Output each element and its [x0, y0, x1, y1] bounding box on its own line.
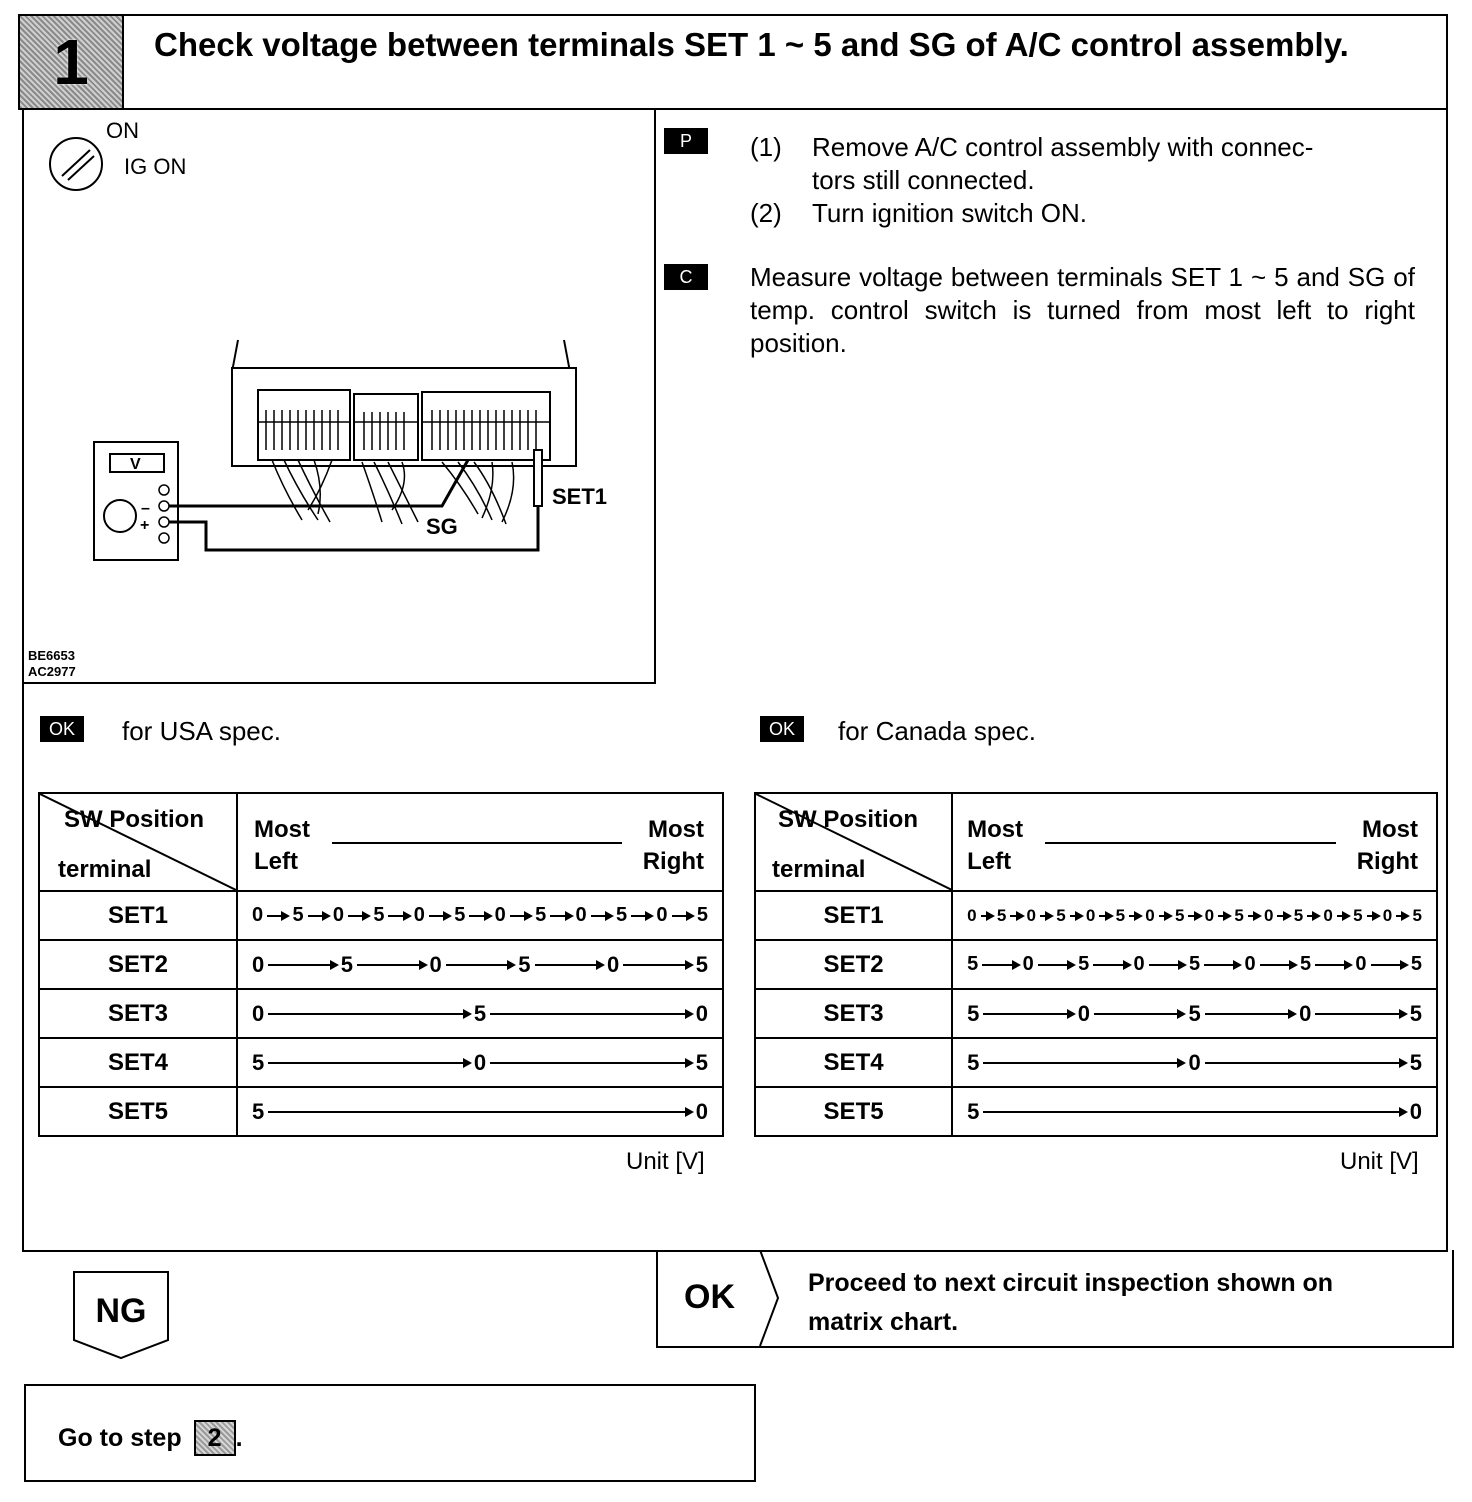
ok-label: OK: [684, 1278, 735, 1316]
terminal-cell: SET4: [39, 1038, 237, 1087]
terminal-cell: SET4: [755, 1038, 952, 1087]
voltage-sequence: [238, 892, 722, 939]
transition-arrow: [267, 915, 288, 917]
transition-arrow: [1038, 964, 1074, 966]
voltage-value: 5: [252, 1098, 265, 1124]
usa-row-set3: [39, 989, 723, 1038]
transition-arrow: [535, 964, 604, 966]
voltage-value: 5: [454, 904, 466, 926]
goto-step-line: [58, 1420, 243, 1456]
voltage-value: 5: [1409, 1049, 1423, 1075]
meter-v-label: V: [130, 456, 141, 473]
voltage-value: 0: [332, 904, 344, 926]
voltage-value: 0: [695, 1000, 708, 1026]
wire-harness: [272, 460, 514, 524]
voltage-value: 0: [1085, 905, 1096, 925]
voltage-value: 5: [518, 951, 531, 977]
voltage-value: 5: [1234, 905, 1244, 925]
voltage-sequence: [953, 892, 1436, 939]
voltage-sequence: [953, 1088, 1436, 1135]
voltage-value: 0: [575, 904, 587, 926]
voltage-value: 0: [1299, 1000, 1312, 1026]
voltage-value: 5: [967, 953, 979, 975]
voltage-value: 0: [695, 1098, 708, 1124]
voltage-sequence: [238, 941, 722, 988]
voltage-value: 0: [473, 1049, 487, 1075]
canada-voltage-table: [754, 792, 1438, 1137]
voltage-value: 0: [429, 951, 442, 977]
transition-arrow: [982, 964, 1018, 966]
voltage-sequence-cell: [237, 989, 723, 1038]
transition-arrow: [429, 915, 450, 917]
transition-arrow: [981, 915, 993, 917]
transition-arrow: [1205, 1013, 1295, 1015]
transition-arrow: [388, 915, 409, 917]
voltage-value: 0: [607, 951, 620, 977]
goto-step-number[interactable]: 2: [194, 1420, 236, 1456]
usa-header-corner: [39, 793, 237, 891]
voltage-value: 0: [1264, 905, 1274, 925]
voltage-value: 0: [252, 1000, 265, 1026]
transition-arrow: [1149, 964, 1185, 966]
transition-arrow: [348, 915, 369, 917]
connector-c: [422, 392, 550, 460]
transition-arrow: [1307, 915, 1319, 917]
voltage-sequence-cell: [237, 1087, 723, 1136]
voltage-value: 0: [1204, 905, 1215, 925]
ignition-on-label: ON: [106, 118, 139, 143]
voltage-value: 5: [1410, 953, 1423, 975]
terminal-cell: SET3: [755, 989, 952, 1038]
set1-label: SET1: [552, 484, 608, 509]
voltage-value: 5: [1353, 905, 1363, 925]
usa-header-terminal: terminal: [58, 856, 152, 883]
usa-ok-tag: OK: [40, 716, 84, 742]
goto-step-period: .: [235, 1423, 243, 1452]
canada-row-set5: [755, 1087, 1437, 1136]
terminal-cell: SET2: [755, 940, 952, 989]
voltage-value: 0: [1382, 905, 1393, 925]
transition-arrow: [1040, 915, 1052, 917]
transition-arrow: [1205, 1062, 1406, 1064]
voltage-value: 5: [1293, 905, 1304, 925]
check-instruction: Measure voltage between terminals SET 1 ~ 5 and SG of temp. control switch is turned from most left to right position.: [750, 262, 1415, 358]
terminal-cell: SET5: [39, 1087, 237, 1136]
transition-arrow: [631, 915, 652, 917]
transition-arrow: [1070, 915, 1082, 917]
voltage-value: 0: [413, 904, 425, 926]
transition-arrow: [1010, 915, 1022, 917]
voltage-value: 5: [1115, 905, 1126, 925]
transition-arrow: [1248, 915, 1260, 917]
goto-step-box: [24, 1384, 756, 1482]
voltage-value: 5: [473, 1000, 487, 1026]
voltage-value: 0: [1188, 1049, 1201, 1075]
voltage-value: 5: [695, 1049, 708, 1075]
voltage-value: 0: [1022, 953, 1034, 975]
usa-spec-label: for USA spec.: [122, 716, 281, 746]
terminal-cell: SET5: [755, 1087, 952, 1136]
transition-arrow: [510, 915, 531, 917]
transition-arrow: [1129, 915, 1141, 917]
transition-arrow: [308, 915, 329, 917]
transition-arrow: [623, 964, 692, 966]
usa-row-set1: [39, 891, 723, 940]
transition-arrow: [268, 964, 337, 966]
voltage-value: 5: [1056, 905, 1066, 925]
voltage-sequence-cell: [952, 1087, 1437, 1136]
voltage-sequence: [238, 1088, 722, 1135]
transition-arrow: [1337, 915, 1349, 917]
wiring-illustration: [22, 110, 656, 684]
transition-arrow: [983, 1062, 1184, 1064]
voltage-value: 5: [535, 904, 547, 926]
wiring-diagram-svg: [22, 110, 654, 682]
procedure-step-2: (2) Turn ignition switch ON.: [750, 198, 1088, 228]
transition-arrow: [1218, 915, 1230, 917]
ok-next-action: Proceed to next circuit inspection shown on matrix chart.: [808, 1269, 1334, 1336]
usa-most-right: Most Right: [642, 816, 704, 875]
voltage-value: 5: [1412, 905, 1422, 925]
canada-row-set3: [755, 989, 1437, 1038]
voltage-value: 5: [1189, 953, 1201, 975]
canada-row-set4: [755, 1038, 1437, 1087]
voltage-value: 0: [656, 904, 668, 926]
voltage-value: 0: [252, 951, 265, 977]
goto-step-text: Go to step: [58, 1423, 182, 1452]
voltage-sequence: [953, 941, 1436, 988]
procedure-steps: [750, 131, 1415, 230]
voltage-value: 5: [1188, 1000, 1201, 1026]
canada-most-right: Most Right: [1356, 816, 1418, 875]
voltage-sequence: [953, 990, 1436, 1037]
usa-most-left: Most Left: [254, 816, 310, 875]
voltage-value: 5: [252, 1049, 265, 1075]
ignition-ig-on-label: IG ON: [124, 154, 187, 179]
usa-row-set2: [39, 940, 723, 989]
transition-arrow: [1093, 964, 1129, 966]
terminal-cell: SET1: [39, 891, 237, 940]
voltage-value: 5: [373, 904, 385, 926]
voltage-value: 5: [1299, 953, 1312, 975]
usa-unit-label: Unit [V]: [626, 1148, 705, 1175]
voltage-value: 5: [1409, 1000, 1423, 1026]
canada-row-set2: [755, 940, 1437, 989]
canada-unit-label: Unit [V]: [1340, 1148, 1419, 1175]
voltage-sequence-cell: [952, 989, 1437, 1038]
transition-arrow: [490, 1062, 692, 1064]
voltage-value: 5: [696, 904, 708, 926]
voltage-value: 5: [996, 905, 1007, 925]
transition-arrow: [672, 915, 693, 917]
voltage-value: 0: [1077, 1000, 1091, 1026]
usa-range-arrow: [332, 842, 622, 844]
transition-arrow: [1277, 915, 1289, 917]
step-number: 1: [53, 26, 89, 98]
voltage-sequence: [953, 1039, 1436, 1086]
voltage-value: 0: [1409, 1098, 1422, 1124]
canada-header-terminal: terminal: [772, 856, 866, 883]
set1-probe: [534, 450, 542, 506]
voltage-value: 0: [1026, 905, 1036, 925]
transition-arrow: [268, 1062, 470, 1064]
transition-arrow: [1188, 915, 1200, 917]
transition-arrow: [268, 1013, 470, 1015]
procedure-step-1: (1) Remove A/C control assembly with connec-: [750, 132, 1314, 162]
voltage-value: 0: [1133, 953, 1145, 975]
transition-arrow: [550, 915, 571, 917]
transition-arrow: [268, 1111, 692, 1113]
transition-arrow: [1371, 964, 1407, 966]
voltage-value: 5: [1174, 905, 1185, 925]
ok-result-box: [656, 1250, 1454, 1348]
ng-result-box: [72, 1270, 170, 1360]
canada-row-set1: [755, 891, 1437, 940]
canada-ok-tag: OK: [760, 716, 804, 742]
voltage-sequence-cell: [237, 891, 723, 940]
transition-arrow: [1094, 1013, 1184, 1015]
voltage-sequence-cell: [237, 1038, 723, 1087]
voltage-sequence: [238, 990, 722, 1037]
canada-header-sw: SW Position: [778, 806, 918, 833]
voltage-value: 5: [615, 904, 628, 926]
transition-arrow: [983, 1013, 1073, 1015]
voltage-value: 0: [252, 904, 264, 926]
transition-arrow: [1204, 964, 1240, 966]
terminal-cell: SET3: [39, 989, 237, 1038]
ignition-switch-icon: [50, 138, 102, 190]
check-tag: C: [664, 264, 708, 290]
voltage-value: 5: [340, 951, 353, 977]
voltage-sequence: [238, 1039, 722, 1086]
voltage-value: 5: [967, 1000, 980, 1026]
transition-arrow: [490, 1013, 692, 1015]
canada-spec-label: for Canada spec.: [838, 716, 1037, 746]
step-header: [18, 14, 1448, 110]
voltage-sequence-cell: [952, 940, 1437, 989]
transition-arrow: [591, 915, 612, 917]
voltage-value: 5: [967, 1098, 980, 1124]
procedure-step-1-cont: tors still connected.: [812, 165, 1035, 195]
step-title: Check voltage between terminals SET 1 ~ 5 and SG of A/C control assembly.: [154, 26, 1349, 63]
transition-arrow: [1396, 915, 1408, 917]
ac-control-assembly: [232, 340, 576, 524]
voltage-value: 5: [1078, 953, 1090, 975]
canada-header-range: [952, 793, 1437, 891]
ng-label: NG: [95, 1292, 147, 1330]
transition-arrow: [446, 964, 515, 966]
transition-arrow: [469, 915, 490, 917]
voltage-value: 5: [695, 951, 708, 977]
sg-label: SG: [426, 514, 458, 539]
meter-plus-label: +: [140, 517, 150, 534]
transition-arrow: [1159, 915, 1171, 917]
figure-code-2: AC2977: [28, 664, 76, 679]
usa-header-sw: SW Position: [64, 806, 204, 833]
voltage-value: 0: [1355, 953, 1367, 975]
voltage-value: 0: [494, 904, 506, 926]
canada-range-arrow: [1045, 842, 1336, 844]
procedure-tag: P: [664, 128, 708, 154]
voltage-sequence-cell: [952, 891, 1437, 940]
voltage-value: 0: [967, 905, 977, 925]
voltage-value: 0: [1145, 905, 1155, 925]
voltage-sequence-cell: [952, 1038, 1437, 1087]
canada-most-left: Most Left: [967, 816, 1024, 875]
transition-arrow: [1315, 964, 1351, 966]
usa-row-set4: [39, 1038, 723, 1087]
meter-minus-label: –: [141, 500, 150, 517]
connector-a: [258, 390, 350, 460]
canada-header-corner: [755, 793, 952, 891]
transition-arrow: [357, 964, 426, 966]
voltage-sequence-cell: [237, 940, 723, 989]
transition-arrow: [1367, 915, 1379, 917]
transition-arrow: [983, 1111, 1405, 1113]
step-number-badge: [20, 16, 124, 108]
terminal-cell: SET1: [755, 891, 952, 940]
usa-row-set5: [39, 1087, 723, 1136]
voltage-value: 0: [1323, 905, 1333, 925]
voltage-value: 5: [292, 904, 304, 926]
transition-arrow: [1260, 964, 1296, 966]
usa-voltage-table: [38, 792, 724, 1137]
transition-arrow: [1315, 1013, 1405, 1015]
figure-code-1: BE6653: [28, 648, 75, 663]
voltage-value: 0: [1244, 953, 1256, 975]
transition-arrow: [1099, 915, 1111, 917]
terminal-cell: SET2: [39, 940, 237, 989]
usa-header-range: [237, 793, 723, 891]
voltage-value: 5: [967, 1049, 980, 1075]
